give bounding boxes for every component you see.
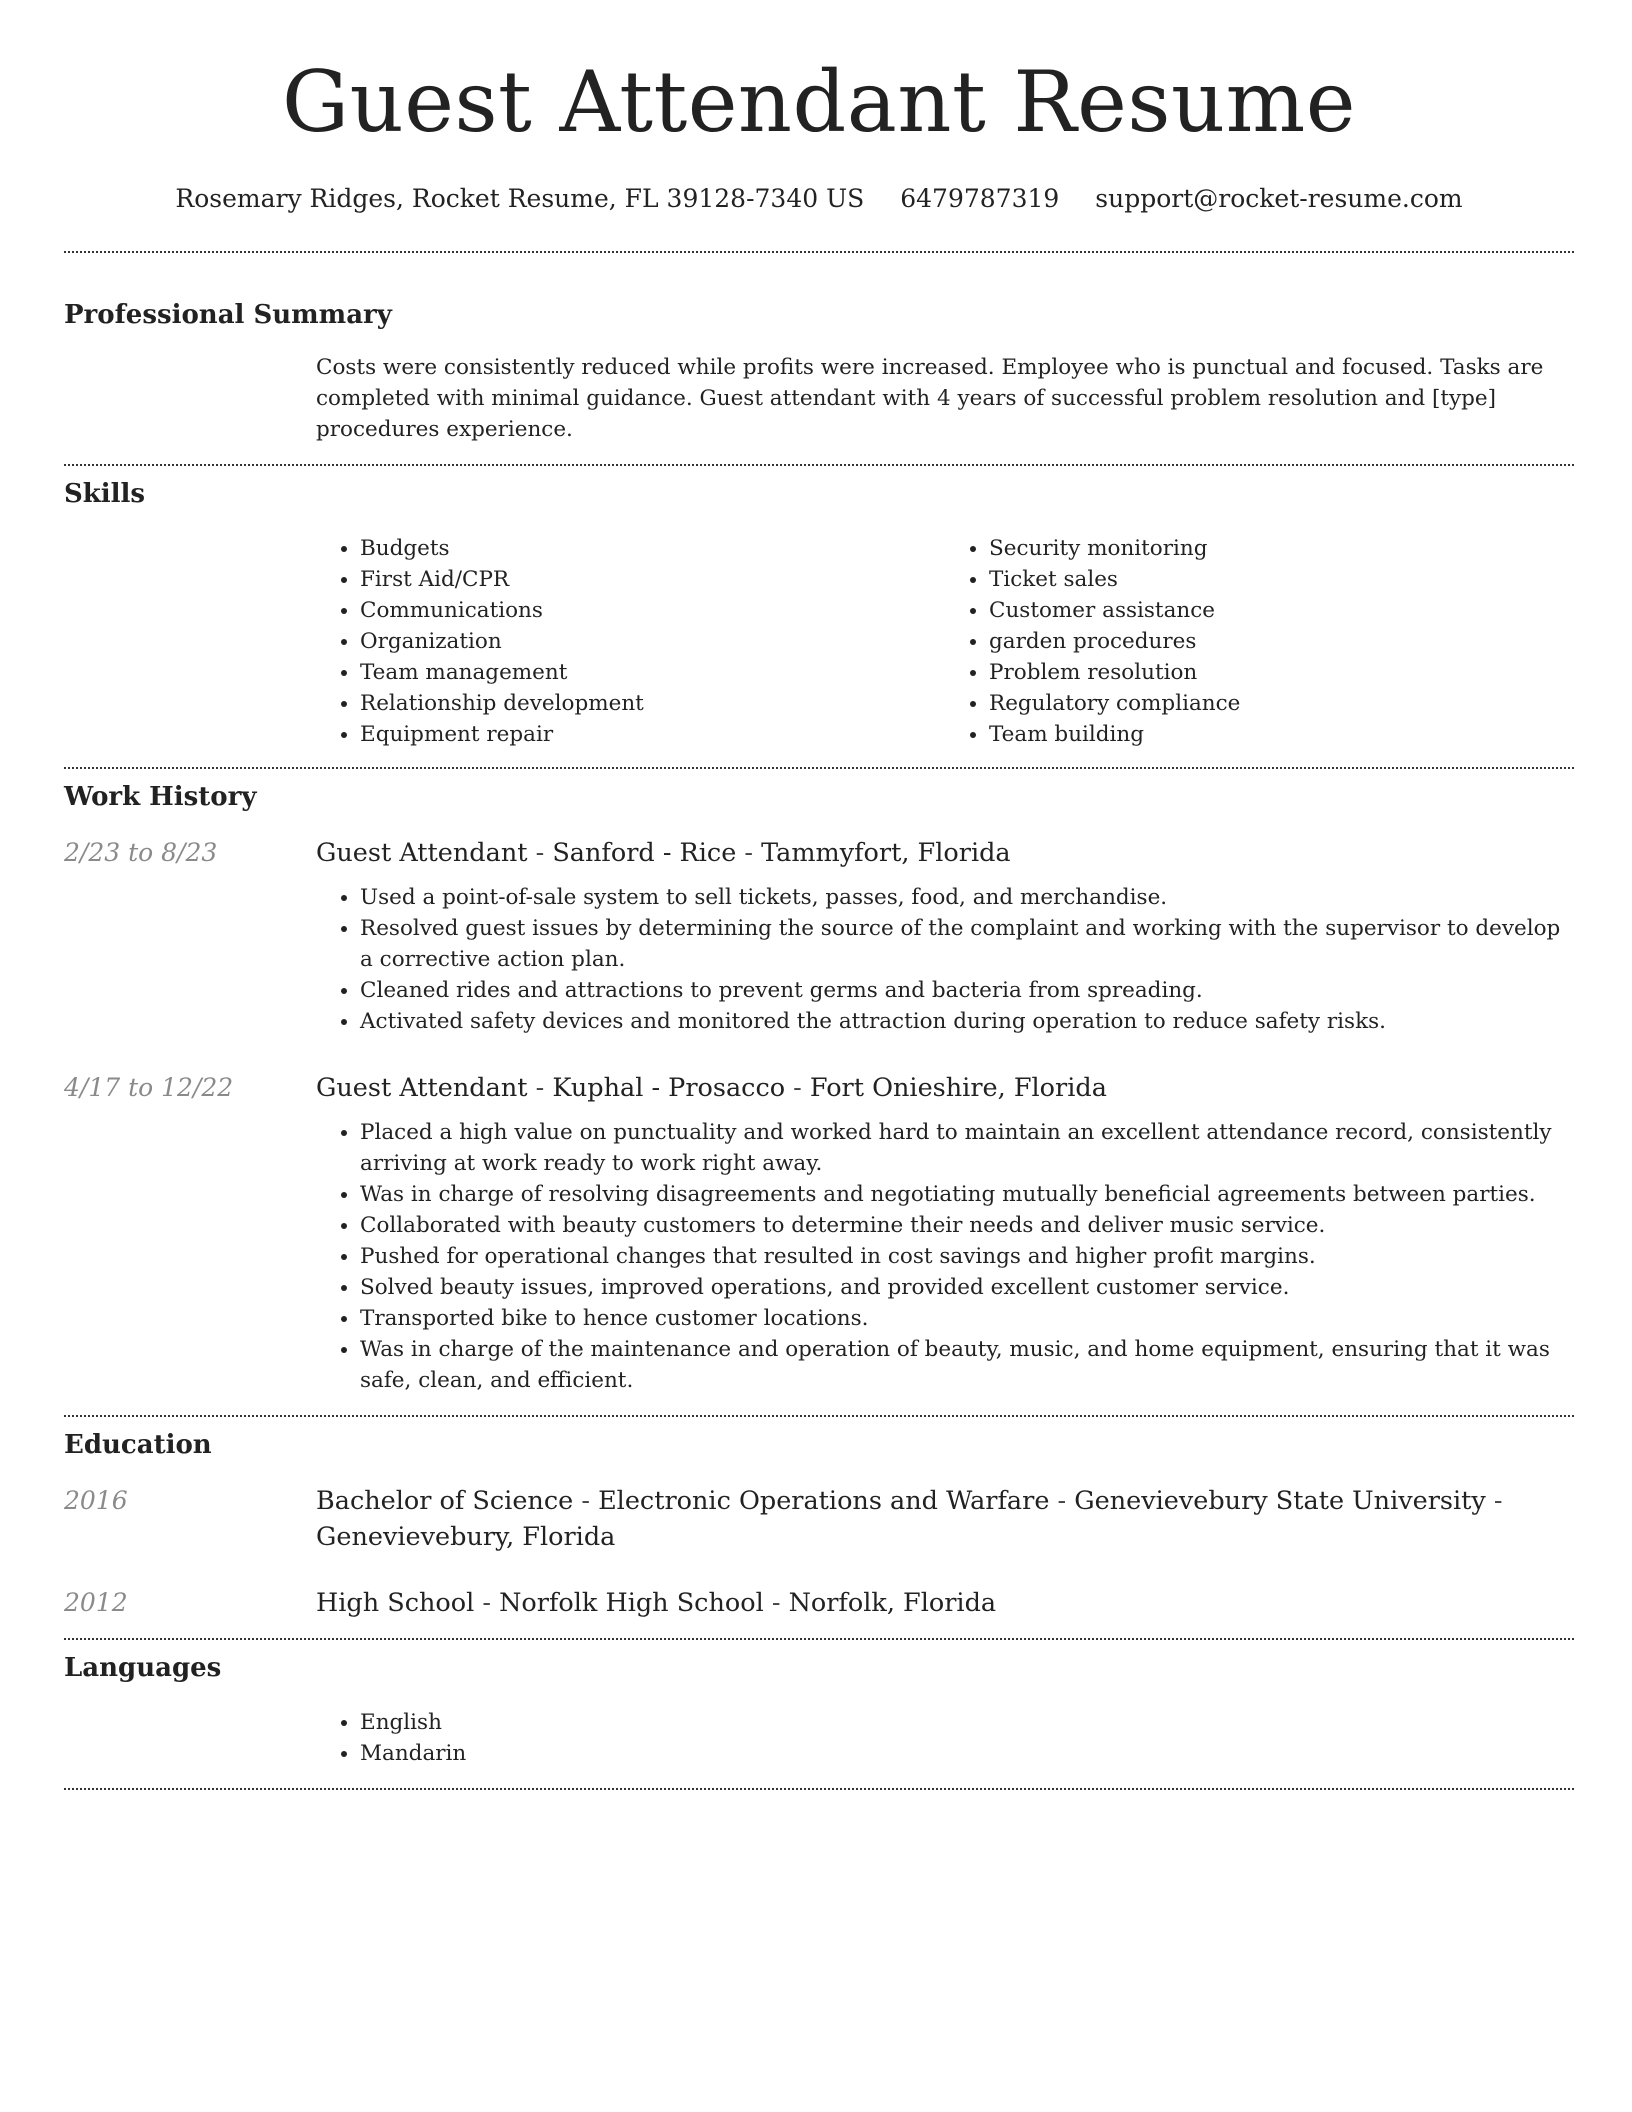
job-position: Guest Attendant <box>316 1073 528 1103</box>
skill-item: • Problem resolution <box>989 657 1574 688</box>
job-bullets <box>316 1117 1574 1396</box>
job-dates: 4/17 to 12/22 <box>64 1073 234 1102</box>
section-divider <box>64 1638 1574 1640</box>
job-bullet: • Was in charge of resolving disagreements and negotiating mutually beneficial agreements between parties. <box>360 1179 1574 1210</box>
education-entry <box>64 1483 1574 1555</box>
job-company: Sanford - Rice <box>552 838 737 868</box>
contact-address: Rosemary Ridges, Rocket Resume, FL 39128-7340 US <box>175 184 865 213</box>
education-field: Electronic Operations and Warfare <box>598 1486 1050 1516</box>
job-location: Fort Onieshire, Florida <box>809 1073 1107 1103</box>
job-position: Guest Attendant <box>316 838 528 868</box>
skill-item: • Communications <box>360 595 945 626</box>
education-heading: Education <box>64 1430 212 1460</box>
skill-item: • Security monitoring <box>989 533 1574 564</box>
job-details <box>316 1070 1574 1396</box>
education-school: Genevievebury State University <box>1074 1486 1486 1516</box>
job-bullet: • Cleaned rides and attractions to prevent germs and bacteria from spreading. <box>360 975 1574 1006</box>
summary-heading: Professional Summary <box>64 300 392 330</box>
skill-item: • Budgets <box>360 533 945 564</box>
contact-phone: 6479787319 <box>900 184 1060 213</box>
job-bullet: • Collaborated with beauty customers to determine their needs and deliver music service. <box>360 1210 1574 1241</box>
job-bullets <box>316 882 1574 1037</box>
job-bullet: • Resolved guest issues by determining the source of the complaint and working with the supervisor to develop a corrective action plan. <box>360 913 1574 975</box>
job-bullet: • Was in charge of the maintenance and operation of beauty, music, and home equipment, ensuring that it was safe, clean, and efficient. <box>360 1334 1574 1396</box>
education-year: 2012 <box>64 1588 128 1617</box>
skill-item: • Organization <box>360 626 945 657</box>
skill-item: • garden procedures <box>989 626 1574 657</box>
languages-section <box>64 1651 1574 1769</box>
job-bullet: • Solved beauty issues, improved operations, and provided excellent customer service. <box>360 1272 1574 1303</box>
skills-section <box>64 477 1574 750</box>
job-entry <box>64 835 1574 1037</box>
education-location: Norfolk, Florida <box>788 1588 997 1618</box>
skill-item: • Ticket sales <box>989 564 1574 595</box>
job-company: Kuphal - Prosacco <box>552 1073 786 1103</box>
job-bullet: • Transported bike to hence customer locations. <box>360 1303 1574 1334</box>
skill-item: • Team building <box>989 719 1574 750</box>
skills-heading: Skills <box>64 479 146 509</box>
skill-item: • Equipment repair <box>360 719 945 750</box>
job-location: Tammyfort, Florida <box>761 838 1011 868</box>
contact-line <box>64 182 1574 216</box>
skills-column-right <box>945 533 1574 750</box>
education-section <box>64 1428 1574 1621</box>
education-details <box>316 1483 1574 1555</box>
education-degree: Bachelor of Science <box>316 1486 574 1516</box>
contact-email: support@rocket-resume.com <box>1095 184 1463 213</box>
job-bullet: • Activated safety devices and monitored the attraction during operation to reduce safety risks. <box>360 1006 1574 1037</box>
section-divider <box>64 1788 1574 1790</box>
education-details <box>316 1585 1574 1621</box>
skill-item: • Customer assistance <box>989 595 1574 626</box>
job-title-line <box>316 1070 1574 1106</box>
work-history-section <box>64 780 1574 1396</box>
language-item: • Mandarin <box>360 1738 1574 1769</box>
job-title-line <box>316 835 1574 871</box>
section-divider <box>64 464 1574 466</box>
languages-list <box>316 1707 1574 1769</box>
education-location: Genevievebury, Florida <box>316 1522 616 1552</box>
section-divider <box>64 767 1574 769</box>
education-entry <box>64 1585 1574 1621</box>
job-details <box>316 835 1574 1037</box>
job-bullet: • Placed a high value on punctuality and worked hard to maintain an excellent attendance record, consistently arriving at work ready to work right away. <box>360 1117 1574 1179</box>
work-history-heading: Work History <box>64 782 257 812</box>
title-separator: - <box>474 1588 500 1618</box>
job-bullet: • Used a point-of-sale system to sell tickets, passes, food, and merchandise. <box>360 882 1574 913</box>
title-separator: - <box>573 1486 599 1516</box>
skill-item: • Team management <box>360 657 945 688</box>
skills-list <box>316 533 1574 750</box>
summary-text: Costs were consistently reduced while profits were increased. Employee who is punctual and focused. Tasks are completed with minimal guidance. Guest attendant with 4 years of successful problem resolution and [type] procedures experience. <box>316 355 1544 442</box>
resume-page <box>64 0 1574 1790</box>
title-separator: - <box>527 1073 553 1103</box>
job-entry <box>64 1070 1574 1396</box>
education-school: Norfolk High School <box>499 1588 764 1618</box>
title-separator: - <box>1049 1486 1075 1516</box>
job-bullet: • Pushed for operational changes that resulted in cost savings and higher profit margins. <box>360 1241 1574 1272</box>
resume-title: Guest Attendant Resume <box>282 53 1356 151</box>
skill-item: • First Aid/CPR <box>360 564 945 595</box>
title-separator: - <box>785 1073 810 1103</box>
language-item: • English <box>360 1707 1574 1738</box>
job-dates: 2/23 to 8/23 <box>64 838 218 867</box>
section-divider <box>64 1415 1574 1417</box>
languages-heading: Languages <box>64 1653 222 1683</box>
title-separator: - <box>736 838 762 868</box>
skill-item: • Relationship development <box>360 688 945 719</box>
summary-section <box>64 298 1574 445</box>
title-separator: - <box>763 1588 789 1618</box>
title-separator: - <box>527 838 553 868</box>
title-separator: - <box>1485 1486 1503 1516</box>
education-year: 2016 <box>64 1486 128 1515</box>
skill-item: • Regulatory compliance <box>989 688 1574 719</box>
section-divider <box>64 251 1574 253</box>
skills-column-left <box>316 533 945 750</box>
education-degree: High School <box>316 1588 475 1618</box>
